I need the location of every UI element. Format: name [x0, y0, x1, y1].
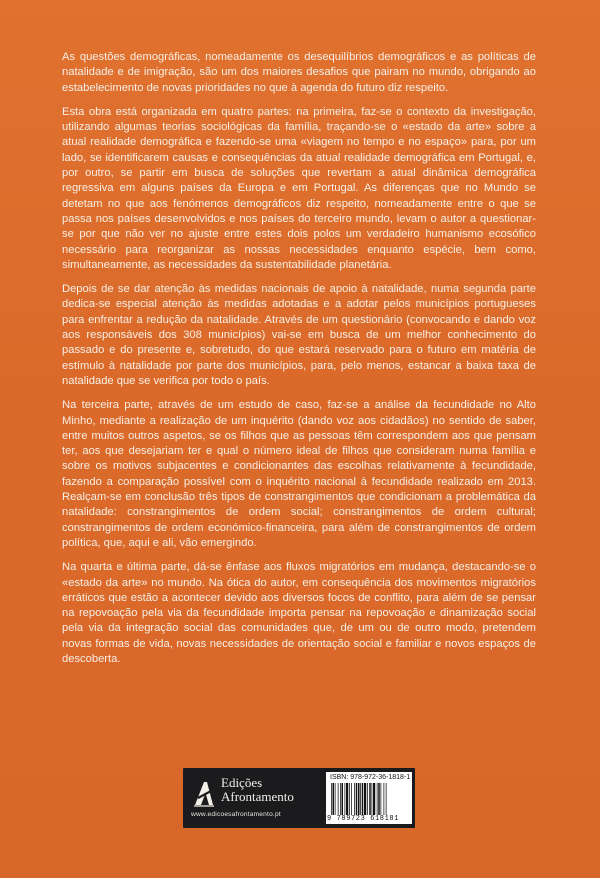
barcode-bar	[360, 783, 361, 815]
barcode-bar	[333, 783, 335, 815]
barcode-icon	[330, 783, 408, 815]
barcode-bar	[351, 783, 352, 815]
barcode-bar	[358, 783, 360, 815]
barcode-bar	[335, 783, 336, 815]
publisher-name	[221, 776, 294, 804]
barcode-panel	[326, 772, 412, 824]
paragraph-part-four: Na quarta e última parte, dá-se ênfase aos fluxos migratórios em mudança, destacando-se o «estado da arte» no mundo. Na ótica do autor, em consequência dos movimentos migratórios erráticos que estão a acontecer devido aos diversos focos de conflito, para além de se pensar na repovoação pela via da fecundidade importa pensar na repovoação e dinamização social pela via da integração social das comunidades que, de um ou de outro modo, pretendem novas formas de vida, novas necessidades de orientação social e familiar e novos espaços de descoberta.	[62, 561, 536, 665]
barcode-bar	[349, 783, 350, 815]
barcode-bar	[345, 783, 346, 815]
barcode-bar	[369, 783, 371, 815]
publisher-url: www.edicoesafrontamento.pt	[191, 811, 281, 818]
barcode-bar	[354, 783, 355, 815]
publisher-name-line2: Afrontamento	[221, 789, 294, 804]
barcode-bar	[331, 783, 332, 815]
paragraph-part-two: Depois de se dar atenção às medidas nacionais de apoio à natalidade, numa segunda parte dedica-se especial atenção às medidas adotadas e a adotar pelos municípios portugueses para enfrentar a redução da natalidade. Através de um questionário (convocando e dando voz aos responsáveis dos 308 municípios) vai-se em busca de um melhor conhecimento do passado e do presente e, sobretudo, do que estará reservado para o futuro em matéria de estímulo à natalidade por parte dos municípios, para, pelo menos, estancar a baixa taxa de natalidade que se verifica por todo o país.	[62, 283, 536, 387]
barcode-bar	[346, 783, 348, 815]
barcode-bar	[356, 783, 358, 815]
barcode-bar	[342, 783, 344, 815]
barcode-bar	[362, 783, 364, 815]
paragraph-intro: As questões demográficas, nomeadamente os desequilíbrios demográficos e as políticas de natalidade e de imigração, são um dos maiores desafios que pairam no mundo, obrigando ao estabelecimento de novas prioridades no que à agenda do futuro diz respeito.	[62, 51, 536, 94]
publisher-logo-icon	[192, 779, 216, 807]
barcode-bar	[381, 783, 382, 815]
barcode-bar	[384, 783, 385, 815]
barcode-bar	[373, 783, 375, 815]
barcode-bar	[372, 783, 373, 815]
barcode-bar	[340, 783, 341, 815]
isbn-label: ISBN: 978-972-36-1818-1	[330, 774, 411, 781]
publisher-name-line1: Edições	[221, 775, 263, 790]
barcode-bar	[367, 783, 368, 815]
barcode-bar	[377, 783, 378, 815]
paragraph-part-three: Na terceira parte, através de um estudo de caso, faz-se a análise da fecundidade no Alto Minho, mediante a realização de um inquérito (dando voz aos cidadãos) no sentido de saber, entre muitos outros aspetos, se os filhos que as pessoas têm correspondem aos que pensam ter, aos que desejariam ter e qual o número ideal de filhos que consideram numa família e sobre os motivos subjacentes e condicionantes das escolhas relativamente à fecundidade, fazendo a comparação possível com o inquérito nacional à fecundidade realizado em 2013. Realçam-se em conclusão três tipos de constrangimentos que condicionam a problemática da natalidade: constrangimentos de ordem social; constrangimentos de ordem cultural; constrangimentos de ordem económico-financeira, para além de constrangimentos de ordem política, que, aqui e ali, vão emergindo.	[62, 399, 536, 549]
barcode-digits: 9 789723 618181	[327, 815, 400, 823]
publisher-plate	[183, 768, 415, 828]
paragraph-part-one: Esta obra está organizada em quatro partes: na primeira, faz-se o contexto da investigação, utilizando algumas teorias sociológicas da família, traçando-se o «estado da arte» sobre a atual realidade demográfica e fazendo-se uma «viagem no tempo e no espaço» para, por um lado, se identificarem causas e consequências da atual realidade demográfica em Portugal, e, por outro, se partir em busca de soluções que revertam a atual dinâmica demográfica regressiva em alguns países da Europa e em Portugal. As diferenças que no Mundo se detetam no que aos fenómenos demográficos diz respeito, nomeadamente entre o que se passa nos países desenvolvidos e nos países do terceiro mundo, levam o autor a questionar-se por que não ver no ajuste entre estes dois polos um verdadeiro humanismo ecosófico necessário para reorganizar as nossas necessidades enquanto espécie, bem como, simultaneamente, as necessidades da sustentabilidade planetária.	[62, 105, 536, 271]
back-cover-text	[62, 50, 536, 676]
barcode-bar	[338, 783, 339, 815]
barcode-bar	[386, 783, 387, 815]
barcode-bar	[364, 783, 366, 815]
barcode-bar	[378, 783, 380, 815]
